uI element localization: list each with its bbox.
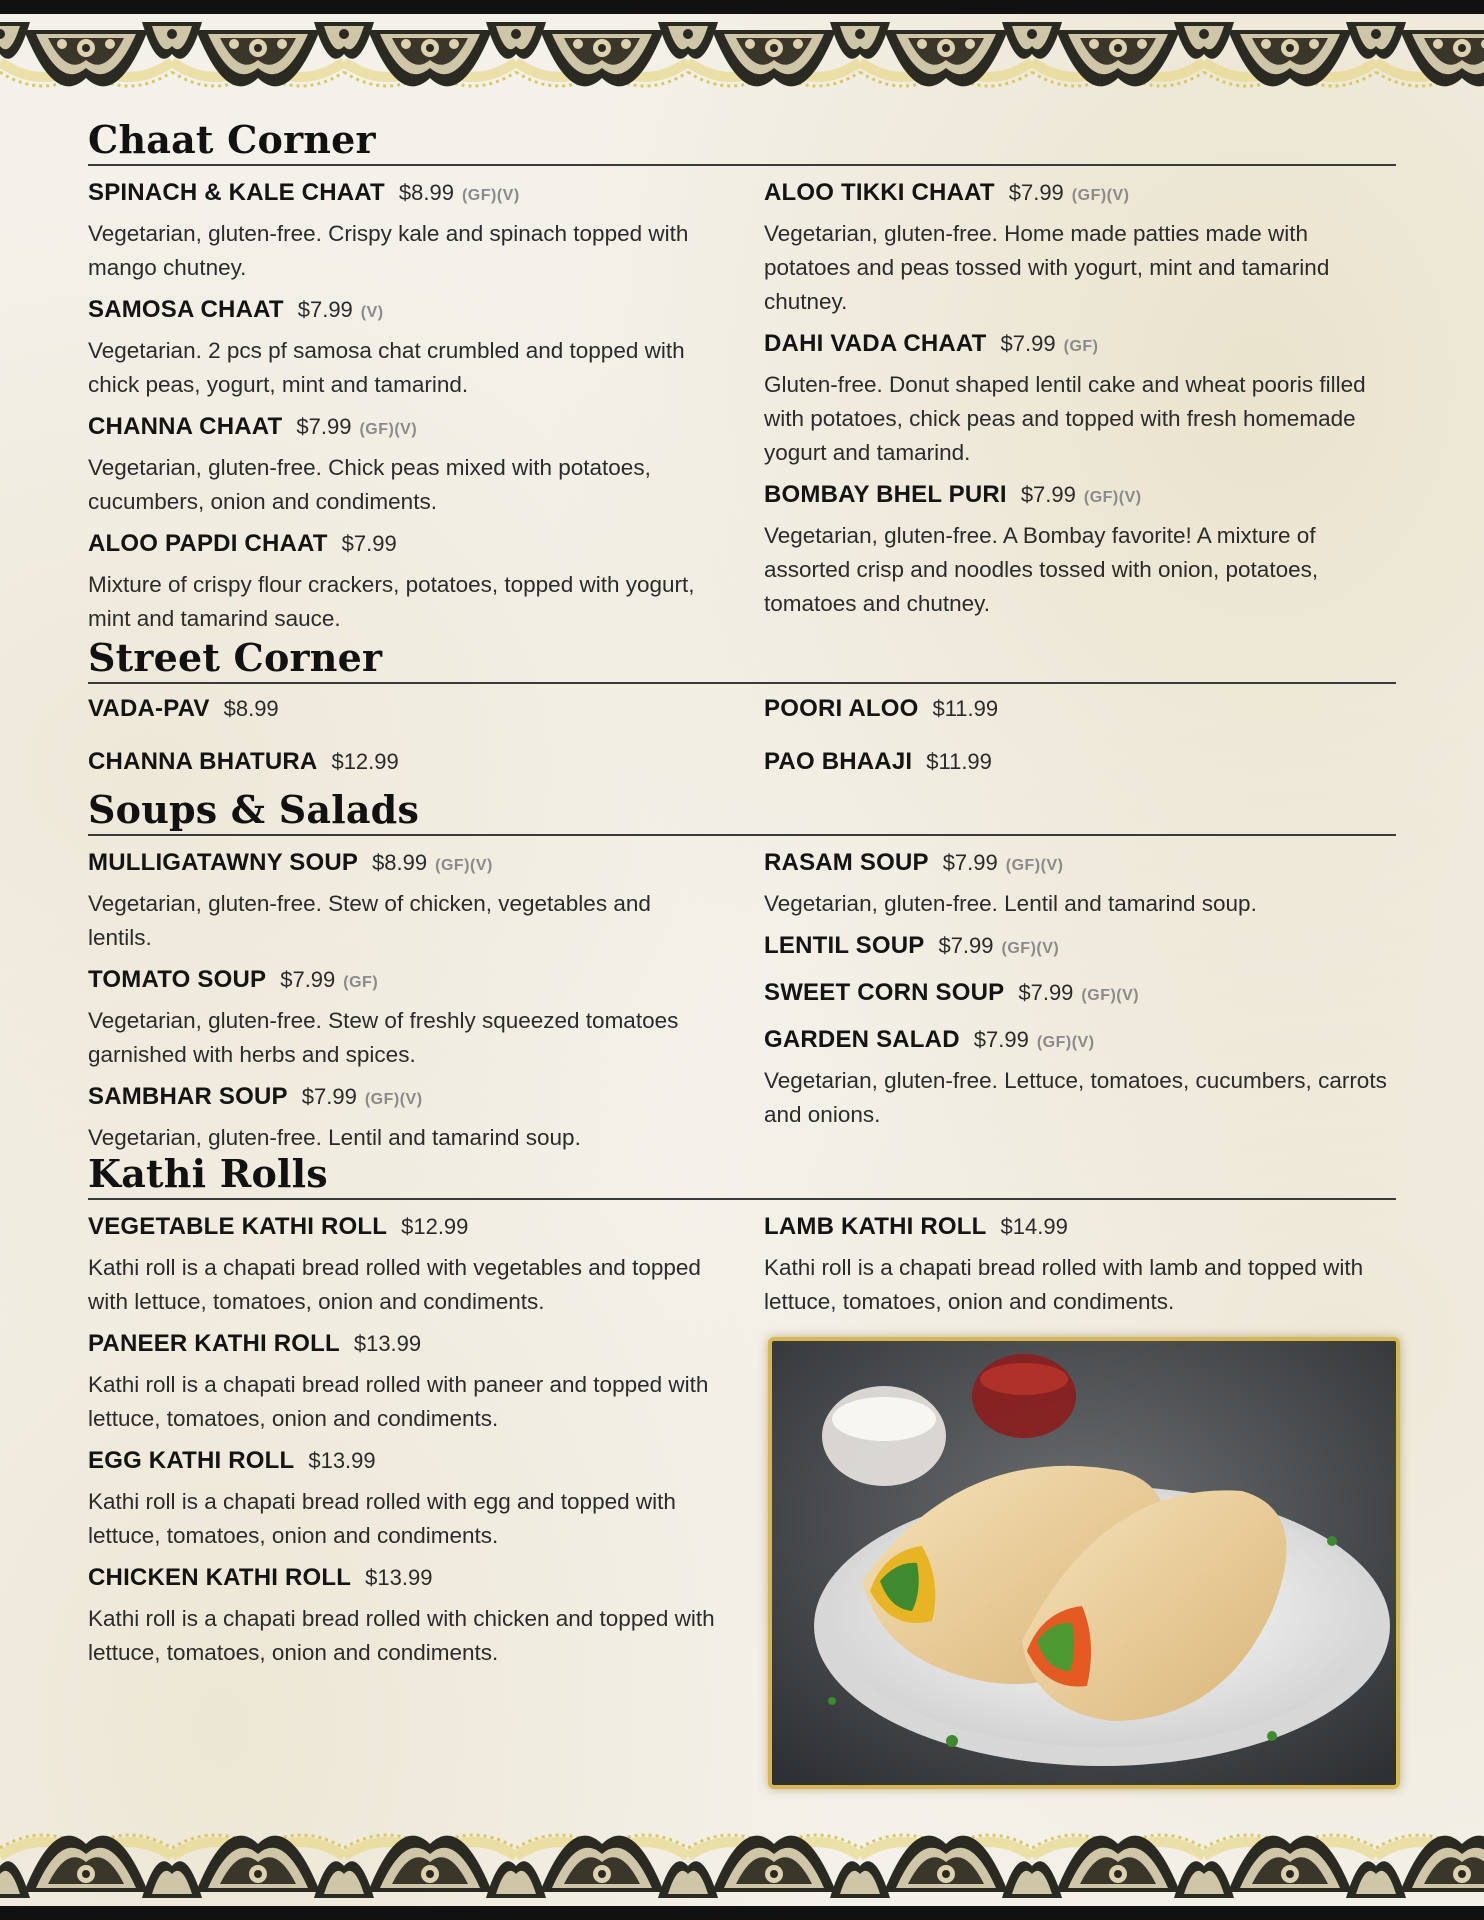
- section-divider: [88, 834, 1396, 836]
- menu-item: [764, 178, 1394, 319]
- section-chaat-corner: [88, 117, 1396, 631]
- menu-item-name: ALOO PAPDI CHAAT: [88, 530, 328, 557]
- menu-item: [764, 694, 1394, 731]
- dietary-tags: (GF)(V): [1081, 987, 1140, 1004]
- dietary-tags: (GF): [1063, 338, 1099, 355]
- menu-item-header: [88, 694, 718, 731]
- menu-item-description: Vegetarian, gluten-free. Lentil and tamarind soup.: [764, 891, 1257, 916]
- menu-item-price: $8.99: [223, 696, 279, 721]
- menu-item-name: LAMB KATHI ROLL: [764, 1213, 987, 1240]
- column-right: [764, 848, 1394, 1142]
- menu-item: [764, 931, 1394, 968]
- menu-item-description: Vegetarian, gluten-free. Stew of freshly squeezed tomatoes garnished with herbs and spices.: [88, 1008, 679, 1067]
- menu-item: [88, 747, 718, 784]
- column-left: [88, 694, 718, 800]
- menu-item-header: [88, 1212, 718, 1249]
- menu-item-name: CHANNA BHATURA: [88, 748, 318, 775]
- menu-item-header: [764, 329, 1394, 366]
- menu-item-description: Vegetarian, gluten-free. A Bombay favorite! A mixture of assorted crisp and noodles tossed with onion, potatoes, tomatoes and chutney.: [764, 523, 1319, 616]
- menu-item-price: $7.99: [973, 1027, 1029, 1052]
- menu-item: [88, 1212, 718, 1319]
- menu-item-name: RASAM SOUP: [764, 849, 929, 876]
- section-divider: [88, 682, 1396, 684]
- menu-item-name: PANEER KATHI ROLL: [88, 1330, 340, 1357]
- menu-item-header: [88, 295, 718, 332]
- menu-item-price: $12.99: [331, 749, 399, 774]
- menu-item: [88, 529, 718, 636]
- kathi-roll-photo-icon: [772, 1341, 1396, 1785]
- menu-item: [764, 747, 1394, 784]
- menu-item-header: [764, 1025, 1394, 1062]
- menu-item-header: [764, 480, 1394, 517]
- menu-item-header: [88, 412, 718, 449]
- dietary-tags: (GF)(V): [1036, 1034, 1095, 1051]
- menu-item-description: Vegetarian, gluten-free. Lentil and tamarind soup.: [88, 1125, 581, 1150]
- menu-item: [764, 848, 1394, 921]
- menu-item-header: [88, 747, 718, 784]
- menu-item-description: Kathi roll is a chapati bread rolled with egg and topped with lettuce, tomatoes, onion and condiments.: [88, 1489, 676, 1548]
- section-kathi-rolls: [88, 1151, 1396, 1665]
- menu-item-description: Vegetarian, gluten-free. Stew of chicken, vegetables and lentils.: [88, 891, 651, 950]
- menu-item-name: MULLIGATAWNY SOUP: [88, 849, 359, 876]
- menu-item: [88, 965, 718, 1072]
- menu-item-header: [764, 848, 1394, 885]
- menu-item-header: [764, 178, 1394, 215]
- section-title: Soups & Salads: [88, 787, 420, 832]
- column-left: [88, 1212, 718, 1680]
- menu-item-name: LENTIL SOUP: [764, 932, 925, 959]
- menu-item-description: Gluten-free. Donut shaped lentil cake and wheat pooris filled with potatoes, chick peas and topped with fresh homemade yogurt and tamarind.: [764, 372, 1366, 465]
- menu-item-header: [88, 965, 718, 1002]
- menu-item-price: $8.99: [372, 850, 428, 875]
- menu-item-header: [88, 529, 718, 566]
- menu-item-name: GARDEN SALAD: [764, 1026, 960, 1053]
- menu-item-header: [764, 747, 1394, 784]
- menu-item-name: SWEET CORN SOUP: [764, 979, 1005, 1006]
- menu-item: [88, 694, 718, 731]
- mandala-border-icon: [0, 1820, 1484, 1920]
- menu-item: [88, 1446, 718, 1553]
- menu-item-description: Kathi roll is a chapati bread rolled with vegetables and topped with lettuce, tomatoes, onion and condiments.: [88, 1255, 701, 1314]
- menu-item: [764, 978, 1394, 1015]
- menu-item-name: DAHI VADA CHAAT: [764, 330, 987, 357]
- column-right: [764, 178, 1394, 631]
- menu-item-price: $13.99: [365, 1565, 433, 1590]
- column-left: [88, 848, 718, 1165]
- dietary-tags: (V): [360, 304, 384, 321]
- dietary-tags: (GF)(V): [1083, 489, 1142, 506]
- menu-item-header: [88, 848, 718, 885]
- menu-item-name: TOMATO SOUP: [88, 966, 267, 993]
- menu-item-description: Vegetarian, gluten-free. Crispy kale and spinach topped with mango chutney.: [88, 221, 689, 280]
- column-left: [88, 178, 718, 646]
- dietary-tags: (GF)(V): [435, 857, 493, 874]
- menu-item-price: $7.99: [1008, 180, 1064, 205]
- menu-item-name: ALOO TIKKI CHAAT: [764, 179, 995, 206]
- menu-item-name: CHICKEN KATHI ROLL: [88, 1564, 352, 1591]
- mandala-border-icon: [0, 0, 1484, 100]
- menu-item-description: Kathi roll is a chapati bread rolled with lamb and topped with lettuce, tomatoes, onion and condiments.: [764, 1255, 1364, 1314]
- menu-item-price: $11.99: [932, 696, 999, 721]
- menu-item-description: Vegetarian, gluten-free. Chick peas mixed with potatoes, cucumbers, onion and condiments.: [88, 455, 651, 514]
- menu-item-price: $7.99: [942, 850, 998, 875]
- menu-item-price: $7.99: [297, 297, 353, 322]
- menu-item-description: Vegetarian, gluten-free. Lettuce, tomatoes, cucumbers, carrots and onions.: [764, 1068, 1387, 1127]
- menu-item-header: [764, 978, 1394, 1015]
- menu-item-name: EGG KATHI ROLL: [88, 1447, 295, 1474]
- menu-item-header: [88, 1446, 718, 1483]
- menu-item: [88, 1563, 718, 1670]
- menu-item-name: CHANNA CHAAT: [88, 413, 283, 440]
- section-divider: [88, 1198, 1396, 1200]
- column-right: [764, 1212, 1394, 1329]
- menu-item-price: $7.99: [1020, 482, 1076, 507]
- bottom-lace-border: [0, 1820, 1484, 1920]
- top-lace-border: [0, 0, 1484, 100]
- menu-item-price: $7.99: [1018, 980, 1074, 1005]
- menu-item: [88, 1082, 718, 1155]
- menu-item-price: $7.99: [938, 933, 994, 958]
- menu-item: [764, 480, 1394, 621]
- menu-item-price: $7.99: [280, 967, 336, 992]
- dietary-tags: (GF)(V): [461, 187, 520, 204]
- menu-item: [764, 1025, 1394, 1132]
- menu-item-name: POORI ALOO: [764, 695, 919, 722]
- menu-item-name: SAMBHAR SOUP: [88, 1083, 288, 1110]
- menu-item-description: Kathi roll is a chapati bread rolled with paneer and topped with lettuce, tomatoes, onion and condiments.: [88, 1372, 709, 1431]
- menu-item-header: [764, 1212, 1394, 1249]
- menu-item-name: PAO BHAAJI: [764, 748, 913, 775]
- dietary-tags: (GF)(V): [364, 1091, 423, 1108]
- section-title: Street Corner: [88, 635, 383, 680]
- dietary-tags: (GF)(V): [1001, 940, 1060, 957]
- menu-item: [88, 848, 718, 955]
- menu-item-price: $7.99: [296, 414, 352, 439]
- section-soups-salads: [88, 787, 1396, 1150]
- menu-item-header: [88, 1329, 718, 1366]
- menu-item-name: SAMOSA CHAAT: [88, 296, 284, 323]
- menu-item-description: Vegetarian. 2 pcs pf samosa chat crumbled and topped with chick peas, yogurt, mint and tamarind.: [88, 338, 685, 397]
- section-title: Kathi Rolls: [88, 1151, 328, 1196]
- menu-item-price: $7.99: [341, 531, 397, 556]
- menu-item-description: Vegetarian, gluten-free. Home made patties made with potatoes and peas tossed with yogurt, mint and tamarind chutney.: [764, 221, 1330, 314]
- menu-item: [88, 1329, 718, 1436]
- menu-item-price: $8.99: [398, 180, 454, 205]
- menu-item-header: [88, 1082, 718, 1119]
- menu-item-price: $14.99: [1000, 1214, 1068, 1239]
- menu-item-description: Mixture of crispy flour crackers, potatoes, topped with yogurt, mint and tamarind sauce.: [88, 572, 695, 631]
- section-street-corner: [88, 635, 1396, 775]
- menu-item-price: $13.99: [353, 1331, 422, 1356]
- section-title: Chaat Corner: [88, 117, 376, 162]
- dietary-tags: (GF)(V): [359, 421, 418, 438]
- menu-item-header: [88, 178, 718, 215]
- menu-item: [88, 295, 718, 402]
- menu-item-name: SPINACH & KALE CHAAT: [88, 179, 385, 206]
- menu-item-header: [88, 1563, 718, 1600]
- dietary-tags: (GF): [343, 974, 379, 991]
- menu-item-name: VEGETABLE KATHI ROLL: [88, 1213, 388, 1240]
- section-divider: [88, 164, 1396, 166]
- kathi-roll-photo: [768, 1337, 1400, 1789]
- menu-item-price: $7.99: [1000, 331, 1056, 356]
- menu-item-price: $11.99: [926, 749, 992, 774]
- menu-item-name: BOMBAY BHEL PURI: [764, 481, 1007, 508]
- dietary-tags: (GF)(V): [1071, 187, 1130, 204]
- column-right: [764, 694, 1394, 800]
- menu-item-price: $7.99: [301, 1084, 357, 1109]
- menu-item-price: $13.99: [308, 1448, 376, 1473]
- menu-item-price: $12.99: [401, 1214, 469, 1239]
- menu-item: [764, 329, 1394, 470]
- menu-item-description: Kathi roll is a chapati bread rolled with chicken and topped with lettuce, tomatoes, onion and condiments.: [88, 1606, 715, 1665]
- menu-item: [764, 1212, 1394, 1319]
- menu-item-header: [764, 694, 1394, 731]
- dietary-tags: (GF)(V): [1005, 857, 1064, 874]
- menu-item: [88, 178, 718, 285]
- menu-item-name: VADA-PAV: [88, 695, 210, 722]
- menu-item: [88, 412, 718, 519]
- menu-item-header: [764, 931, 1394, 968]
